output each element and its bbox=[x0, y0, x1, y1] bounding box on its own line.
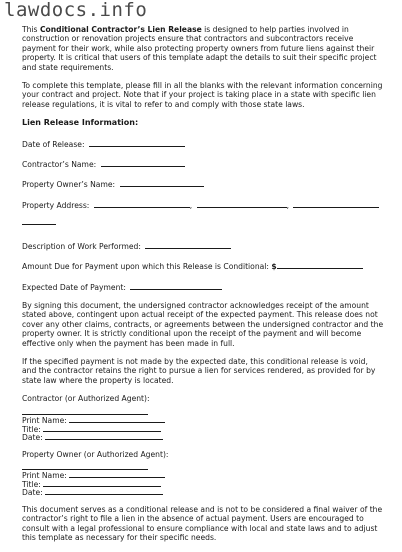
property-address-label: Property Address: bbox=[22, 200, 90, 210]
contractor-name-field bbox=[22, 158, 384, 169]
description-field bbox=[22, 240, 384, 251]
amount-due-label: Amount Due for Payment upon which this Release is Conditional: bbox=[22, 262, 269, 272]
section-heading: Lien Release Information: bbox=[22, 118, 139, 128]
expected-date-label: Expected Date of Payment: bbox=[22, 282, 126, 292]
owner-print-name-label: Print Name: bbox=[22, 471, 67, 481]
owner-sig-heading: Property Owner (or Authorized Agent): bbox=[22, 449, 169, 459]
nonpayment-paragraph: If the specified payment is not made by the expected date, this conditional release is void, and the contractor retains the right to pursue a lien for services rendered, as provided for by state law where the property is located. bbox=[22, 356, 376, 385]
owner-name-label: Property Owner’s Name: bbox=[22, 180, 116, 190]
closing-paragraph: This document serves as a conditional release and is not to be considered a final waiver of the contractor’s right to file a lien in the absence of actual payment. Users are encouraged to consult with a legal professional to ensure compliance with local and state laws and to adjust this template as necessary for their specific needs. bbox=[22, 504, 383, 543]
currency-symbol: $ bbox=[271, 262, 277, 272]
date-of-release-label: Date of Release: bbox=[22, 139, 85, 149]
contractor-title-row bbox=[22, 423, 384, 432]
address-blank-3[interactable] bbox=[293, 199, 379, 208]
date-of-release-field bbox=[22, 138, 384, 149]
document-title: Conditional Contractor’s Lien Release bbox=[39, 25, 202, 34]
owner-print-name-row bbox=[22, 469, 384, 481]
acknowledgment-paragraph: By signing this document, the undersigned contractor acknowledges receipt of the amount stated above, contingent upon actual receipt of the expected payment. This release does not cover any other claims, contracts, or agreements between the undersigned contractor and the property owner. It is strictly conditional upon the receipt of the payment and will become effective only when the payment has been made in full. bbox=[22, 300, 384, 348]
contractor-print-name-row bbox=[22, 414, 384, 426]
contractor-date-label: Date: bbox=[22, 433, 43, 443]
address-blank-1[interactable] bbox=[94, 199, 193, 210]
owner-date-label: Date: bbox=[22, 488, 43, 498]
contractor-name-label: Contractor’s Name: bbox=[22, 160, 97, 170]
intro-pre: This bbox=[22, 25, 40, 34]
owner-title-label: Title: bbox=[22, 479, 41, 489]
owner-title-row bbox=[22, 478, 384, 487]
owner-signature-block bbox=[22, 449, 384, 498]
property-address-field bbox=[22, 199, 384, 210]
owner-name-blank[interactable] bbox=[120, 178, 204, 187]
address-sep-2: , bbox=[286, 200, 290, 210]
date-of-release-blank[interactable] bbox=[89, 138, 185, 147]
contractor-sig-heading: Contractor (or Authorized Agent): bbox=[22, 394, 150, 404]
address-continuation bbox=[22, 216, 384, 227]
amount-due-field bbox=[22, 260, 384, 271]
description-label: Description of Work Performed: bbox=[22, 241, 141, 251]
document-body bbox=[22, 25, 384, 552]
contractor-name-blank[interactable] bbox=[101, 158, 185, 167]
contractor-title-label: Title: bbox=[22, 424, 41, 434]
intro-paragraph bbox=[22, 25, 384, 72]
amount-due-blank[interactable] bbox=[277, 260, 363, 269]
address-sep-1: , bbox=[189, 200, 193, 210]
contractor-signature-line bbox=[22, 406, 384, 415]
expected-date-field bbox=[22, 281, 384, 292]
address-blank-2[interactable] bbox=[197, 199, 290, 210]
contractor-date-blank[interactable] bbox=[45, 431, 163, 440]
address-blank-4[interactable] bbox=[22, 216, 56, 225]
intro-post: is designed to help parties involved in construction or renovation projects ensure that contractors and subcontractors receive payment for their work, while also protecting property owners from future liens against their property. It is critical that users of this template adapt the details to suit their specific project and state requirements. bbox=[22, 25, 377, 72]
contractor-date-row bbox=[22, 431, 384, 443]
contractor-print-name-label: Print Name: bbox=[22, 416, 67, 426]
description-blank[interactable] bbox=[145, 240, 231, 249]
instructions-paragraph: To complete this template, please fill in all the blanks with the relevant information concerning your contract and project. Note that if your project is taking place in a state with specific lien release regulations, it is vital to refer to and comply with those state laws. bbox=[22, 81, 383, 109]
owner-name-field bbox=[22, 178, 384, 189]
owner-date-blank[interactable] bbox=[45, 486, 163, 495]
owner-signature-line bbox=[22, 461, 384, 470]
watermark: lawdocs.info bbox=[4, 0, 148, 21]
expected-date-blank[interactable] bbox=[130, 281, 222, 290]
contractor-signature-block bbox=[22, 394, 384, 443]
owner-date-row bbox=[22, 486, 384, 498]
